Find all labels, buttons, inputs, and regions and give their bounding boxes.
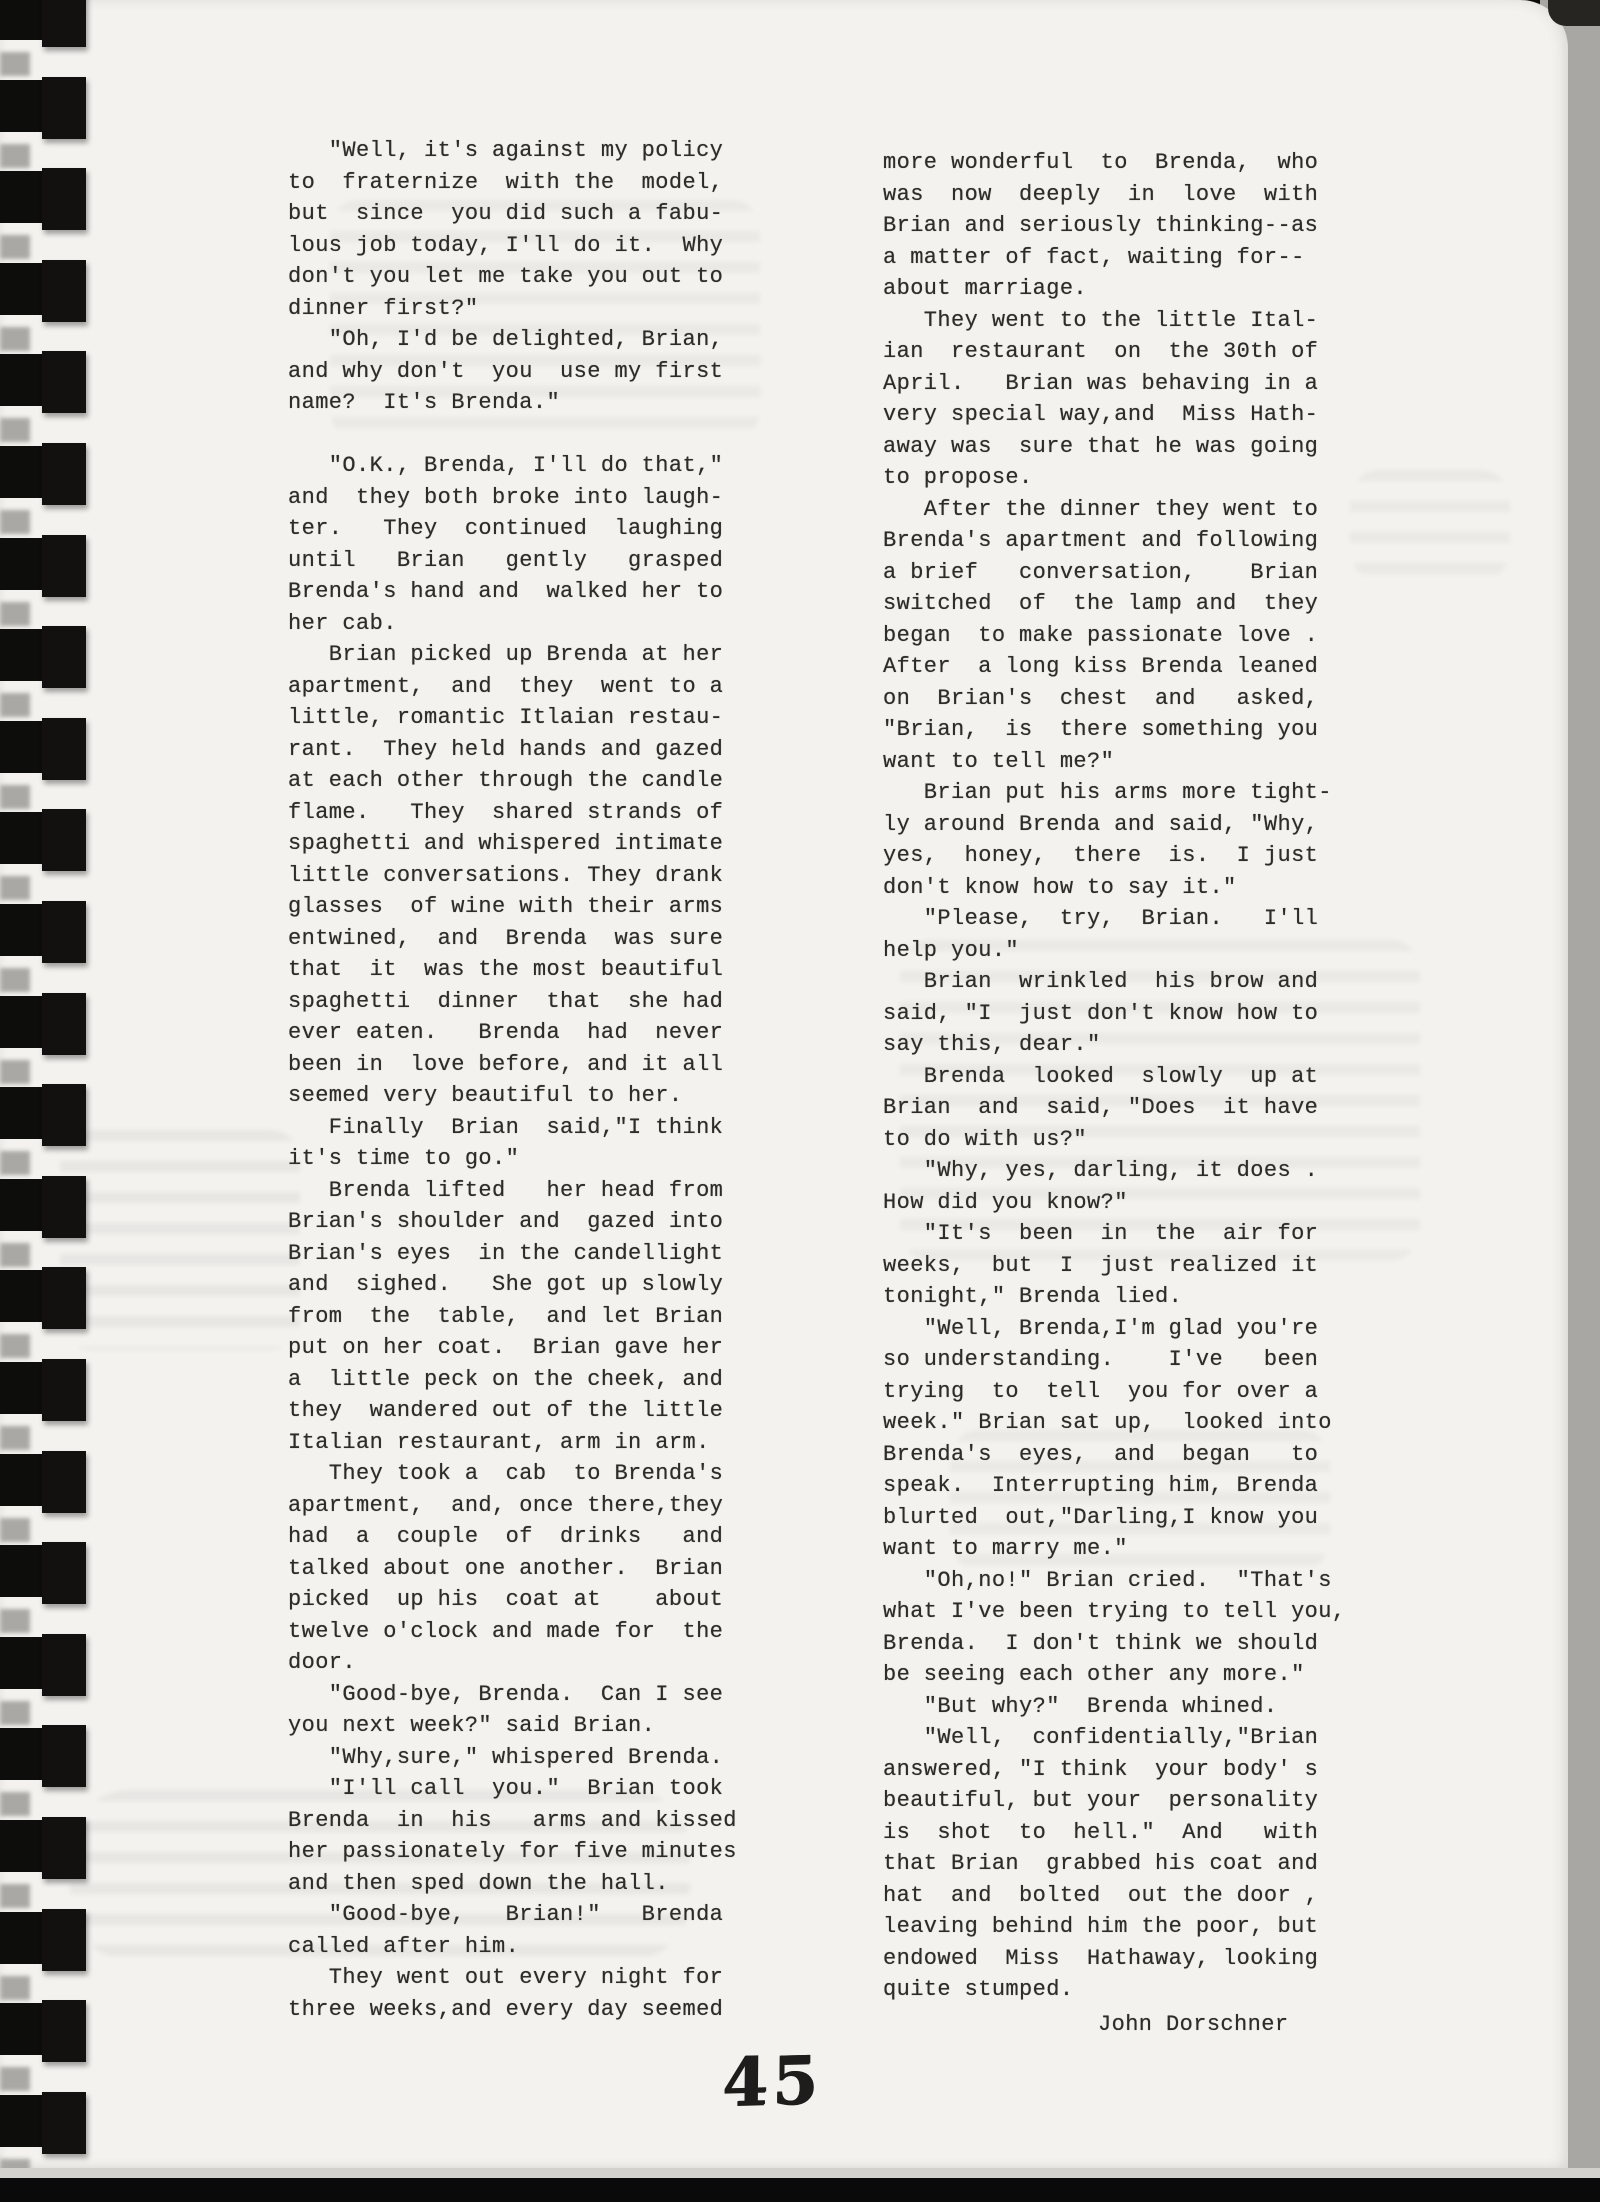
text-line: that it was the most beautiful — [288, 957, 724, 982]
text-line: glasses of wine with their arms — [288, 894, 724, 919]
text-line: picked up his coat at about — [288, 1587, 724, 1612]
text-line: want to marry me." — [883, 1536, 1128, 1561]
text-line: what I've been trying to tell you, — [883, 1599, 1346, 1624]
text-line: Brian wrinkled his brow and — [883, 969, 1319, 994]
text-line: on Brian's chest and asked, — [883, 685, 1319, 711]
binding-punch-hole — [42, 993, 86, 1055]
text-line: tonight," Brenda lied. — [883, 1284, 1183, 1309]
scan-bed-strip — [0, 2178, 1600, 2202]
binding-spine-shadow — [0, 1243, 30, 1267]
text-line: Brian put his arms more tight- — [883, 780, 1332, 805]
text-line: week." Brian sat up, looked into — [883, 1410, 1332, 1435]
binding-punch-hole — [42, 901, 86, 963]
binding-punch-hole — [42, 809, 86, 871]
text-line: hat and bolted out the door , — [883, 1882, 1319, 1908]
binding-punch-hole — [42, 1176, 86, 1238]
text-line: dinner first?" — [288, 295, 479, 321]
text-line: blurted out,"Darling,I know you — [883, 1504, 1319, 1530]
text-line: door. — [288, 1650, 357, 1675]
text-line: called after him. — [288, 1933, 520, 1959]
page-number: 45 — [721, 2040, 823, 2122]
text-line: her cab. — [288, 610, 397, 636]
binding-punch-hole — [42, 0, 86, 47]
text-line: to fraternize with the model, — [288, 169, 724, 195]
text-line: "Why,sure," whispered Brenda. — [288, 1744, 724, 1770]
text-line: "Brian, is there something you — [883, 717, 1319, 742]
text-line: After the dinner they went to — [883, 496, 1319, 522]
text-line: How did you know?" — [883, 1189, 1128, 1215]
text-line: Brian's shoulder and gazed into — [288, 1209, 724, 1234]
text-line: "Please, try, Brian. I'll — [883, 906, 1319, 931]
text-column-right — [883, 147, 1345, 2006]
text-line: seemed very beautiful to her. — [288, 1083, 683, 1108]
text-line: that Brian grabbed his coat and — [883, 1851, 1319, 1876]
binding-spine-shadow — [0, 693, 30, 717]
binding-spine-shadow — [0, 1976, 30, 2000]
binding-spine-shadow — [0, 1884, 30, 1908]
text-line: Brenda's apartment and following — [883, 528, 1319, 553]
text-line: speak. Interrupting him, Brenda — [883, 1473, 1319, 1498]
text-line: apartment, and they went to a — [288, 673, 724, 699]
binding-spine-shadow — [0, 968, 30, 992]
text-line: "Why, yes, darling, it does . — [883, 1158, 1319, 1183]
text-line: beautiful, but your personality — [883, 1788, 1319, 1813]
binding-spine-shadow — [0, 2067, 30, 2091]
text-line: leaving behind him the poor, but — [883, 1914, 1319, 1939]
text-line: talked about one another. Brian — [288, 1555, 724, 1581]
text-line: Brenda's hand and walked her to — [288, 579, 724, 604]
text-line: ter. They continued laughing — [288, 516, 724, 541]
text-line: rant. They held hands and gazed — [288, 736, 724, 762]
bleed-through-smudge — [1350, 470, 1510, 580]
binding-punch-hole — [42, 1725, 86, 1787]
text-line: spaghetti dinner that she had — [288, 988, 724, 1014]
text-line: spaghetti and whispered intimate — [288, 831, 724, 856]
text-line: "I'll call you." Brian took — [288, 1776, 724, 1801]
text-line: After a long kiss Brenda leaned — [883, 654, 1319, 679]
text-line: little, romantic Itlaian restau- — [288, 705, 724, 730]
binding-spine-shadow — [0, 1518, 30, 1542]
binding-punch-hole — [42, 2092, 86, 2154]
text-line: "Well, Brenda,I'm glad you're — [883, 1315, 1319, 1341]
text-line: is shot to hell." And with — [883, 1819, 1319, 1845]
binding-spine-shadow — [0, 876, 30, 900]
text-line: lous job today, I'll do it. Why — [288, 232, 724, 258]
binding-spine-shadow — [0, 1609, 30, 1633]
text-line: Brenda in his arms and kissed — [288, 1807, 737, 1833]
text-line: put on her coat. Brian gave her — [288, 1335, 724, 1360]
binding-spine-shadow — [0, 327, 30, 351]
text-line: want to tell me?" — [883, 748, 1115, 774]
text-line: ian restaurant on the 30th of — [883, 339, 1319, 364]
text-line: to do with us?" — [883, 1126, 1088, 1152]
text-line: away was sure that he was going — [883, 433, 1319, 459]
text-line: had a couple of drinks and — [288, 1524, 724, 1549]
text-line: endowed Miss Hathaway, looking — [883, 1945, 1319, 1971]
text-line: "Oh, I'd be delighted, Brian, — [288, 327, 724, 352]
text-line: apartment, and, once there,they — [288, 1492, 724, 1518]
text-line: Brenda. I don't think we should — [883, 1630, 1319, 1656]
binding-spine-shadow — [0, 1334, 30, 1358]
binding-spine-shadow — [0, 52, 30, 76]
binding-punch-hole — [42, 1267, 86, 1329]
text-line — [288, 419, 737, 451]
binding-spine-shadow — [0, 1701, 30, 1725]
text-column-left — [288, 135, 737, 2025]
text-line: to propose. — [883, 465, 1033, 490]
binding-spine-shadow — [0, 1151, 30, 1175]
binding-spine-shadow — [0, 602, 30, 626]
comb-binding — [0, 0, 100, 2170]
text-line: yes, honey, there is. I just — [883, 843, 1319, 868]
text-line: a brief conversation, Brian — [883, 559, 1319, 585]
text-line: "Good-bye, Brenda. Can I see — [288, 1681, 724, 1707]
binding-punch-hole — [42, 626, 86, 688]
text-line: say this, dear." — [883, 1032, 1101, 1057]
text-line: but since you did such a fabu- — [288, 201, 724, 226]
text-line: a matter of fact, waiting for-- — [883, 244, 1305, 270]
text-line: little conversations. They drank — [288, 862, 724, 888]
text-line: and they both broke into laugh- — [288, 484, 724, 510]
text-line: more wonderful to Brenda, who — [883, 150, 1319, 175]
text-line: at each other through the candle — [288, 768, 724, 793]
text-line: ever eaten. Brenda had never — [288, 1020, 724, 1045]
text-line: Italian restaurant, arm in arm. — [288, 1429, 710, 1455]
text-line: Brian and seriously thinking--as — [883, 213, 1319, 238]
binding-punch-hole — [42, 1817, 86, 1879]
text-line: trying to tell you for over a — [883, 1378, 1319, 1404]
binding-spine-shadow — [0, 235, 30, 259]
text-line: and why don't you use my first — [288, 358, 724, 384]
text-line: ly around Brenda and said, "Why, — [883, 811, 1319, 837]
text-line: Brenda's eyes, and began to — [883, 1441, 1319, 1467]
text-line: "Well, it's against my policy — [288, 138, 724, 163]
text-line: Brian picked up Brenda at her — [288, 642, 724, 667]
text-line: Brenda lifted her head from — [288, 1177, 724, 1203]
binding-punch-hole — [42, 535, 86, 597]
text-line: "Oh,no!" Brian cried. "That's — [883, 1567, 1332, 1593]
binding-punch-hole — [42, 77, 86, 139]
text-line: and then sped down the hall. — [288, 1870, 669, 1896]
binding-punch-hole — [42, 168, 86, 230]
text-line: very special way,and Miss Hath- — [883, 402, 1319, 427]
binding-spine-shadow — [0, 1792, 30, 1816]
text-line: switched of the lamp and they — [883, 591, 1319, 616]
text-line: "Good-bye, Brian!" Brenda — [288, 1902, 724, 1927]
binding-punch-hole — [42, 1909, 86, 1971]
author-byline: John Dorschner — [1098, 2012, 1289, 2037]
text-line: They went out every night for — [288, 1965, 724, 1990]
text-line: her passionately for five minutes — [288, 1839, 737, 1864]
text-line: you next week?" said Brian. — [288, 1713, 656, 1738]
binding-spine-shadow — [0, 1060, 30, 1084]
text-line: three weeks,and every day seemed — [288, 1996, 724, 2022]
binding-spine-shadow — [0, 510, 30, 534]
text-line: "It's been in the air for — [883, 1221, 1319, 1246]
binding-spine-shadow — [0, 418, 30, 442]
binding-spine-shadow — [0, 144, 30, 168]
text-line: quite stumped. — [883, 1977, 1074, 2002]
binding-punch-hole — [42, 718, 86, 780]
text-line: from the table, and let Brian — [288, 1303, 724, 1329]
text-line: twelve o'clock and made for the — [288, 1618, 724, 1644]
text-line: was now deeply in love with — [883, 181, 1319, 207]
text-line: a little peck on the cheek, and — [288, 1366, 724, 1392]
text-line: entwined, and Brenda was sure — [288, 925, 724, 951]
text-line: so understanding. I've been — [883, 1347, 1319, 1372]
text-line: flame. They shared strands of — [288, 799, 724, 825]
text-line: began to make passionate love . — [883, 622, 1319, 648]
text-line: April. Brian was behaving in a — [883, 370, 1319, 396]
binding-punch-hole — [42, 260, 86, 322]
text-line: they wandered out of the little — [288, 1398, 724, 1423]
text-line: weeks, but I just realized it — [883, 1252, 1319, 1278]
text-line: until Brian gently grasped — [288, 547, 724, 573]
binding-punch-hole — [42, 1451, 86, 1513]
binding-punch-hole — [42, 1084, 86, 1146]
binding-punch-hole — [42, 351, 86, 413]
text-line: said, "I just don't know how to — [883, 1000, 1319, 1026]
text-line: "O.K., Brenda, I'll do that," — [288, 453, 724, 478]
text-line: help you." — [883, 937, 1020, 963]
binding-punch-hole — [42, 1542, 86, 1604]
text-line: and sighed. She got up slowly — [288, 1272, 724, 1297]
text-line: answered, "I think your body' s — [883, 1756, 1319, 1782]
text-line: about marriage. — [883, 276, 1088, 301]
text-line: it's time to go." — [288, 1146, 520, 1171]
text-line: don't know how to say it." — [883, 874, 1237, 900]
binding-punch-hole — [42, 1634, 86, 1696]
text-line: Finally Brian said,"I think — [288, 1114, 724, 1140]
binding-punch-hole — [42, 443, 86, 505]
corner-shadow — [1548, 0, 1600, 26]
binding-punch-hole — [42, 1359, 86, 1421]
binding-punch-hole — [42, 2000, 86, 2062]
text-line: Brian and said, "Does it have — [883, 1095, 1319, 1120]
text-line: don't you let me take you out to — [288, 264, 724, 289]
text-line: "But why?" Brenda whined. — [883, 1693, 1278, 1719]
text-line: Brenda looked slowly up at — [883, 1063, 1319, 1089]
text-line: They took a cab to Brenda's — [288, 1461, 724, 1486]
text-line: been in love before, and it all — [288, 1051, 724, 1077]
binding-spine-shadow — [0, 785, 30, 809]
text-line: name? It's Brenda." — [288, 390, 561, 415]
text-line: be seeing each other any more." — [883, 1662, 1305, 1687]
binding-spine-shadow — [0, 1426, 30, 1450]
text-line: "Well, confidentially,"Brian — [883, 1725, 1319, 1750]
text-line: Brian's eyes in the candellight — [288, 1240, 724, 1266]
text-line: They went to the little Ital- — [883, 307, 1319, 333]
page-bottom-edge — [0, 2168, 1600, 2178]
